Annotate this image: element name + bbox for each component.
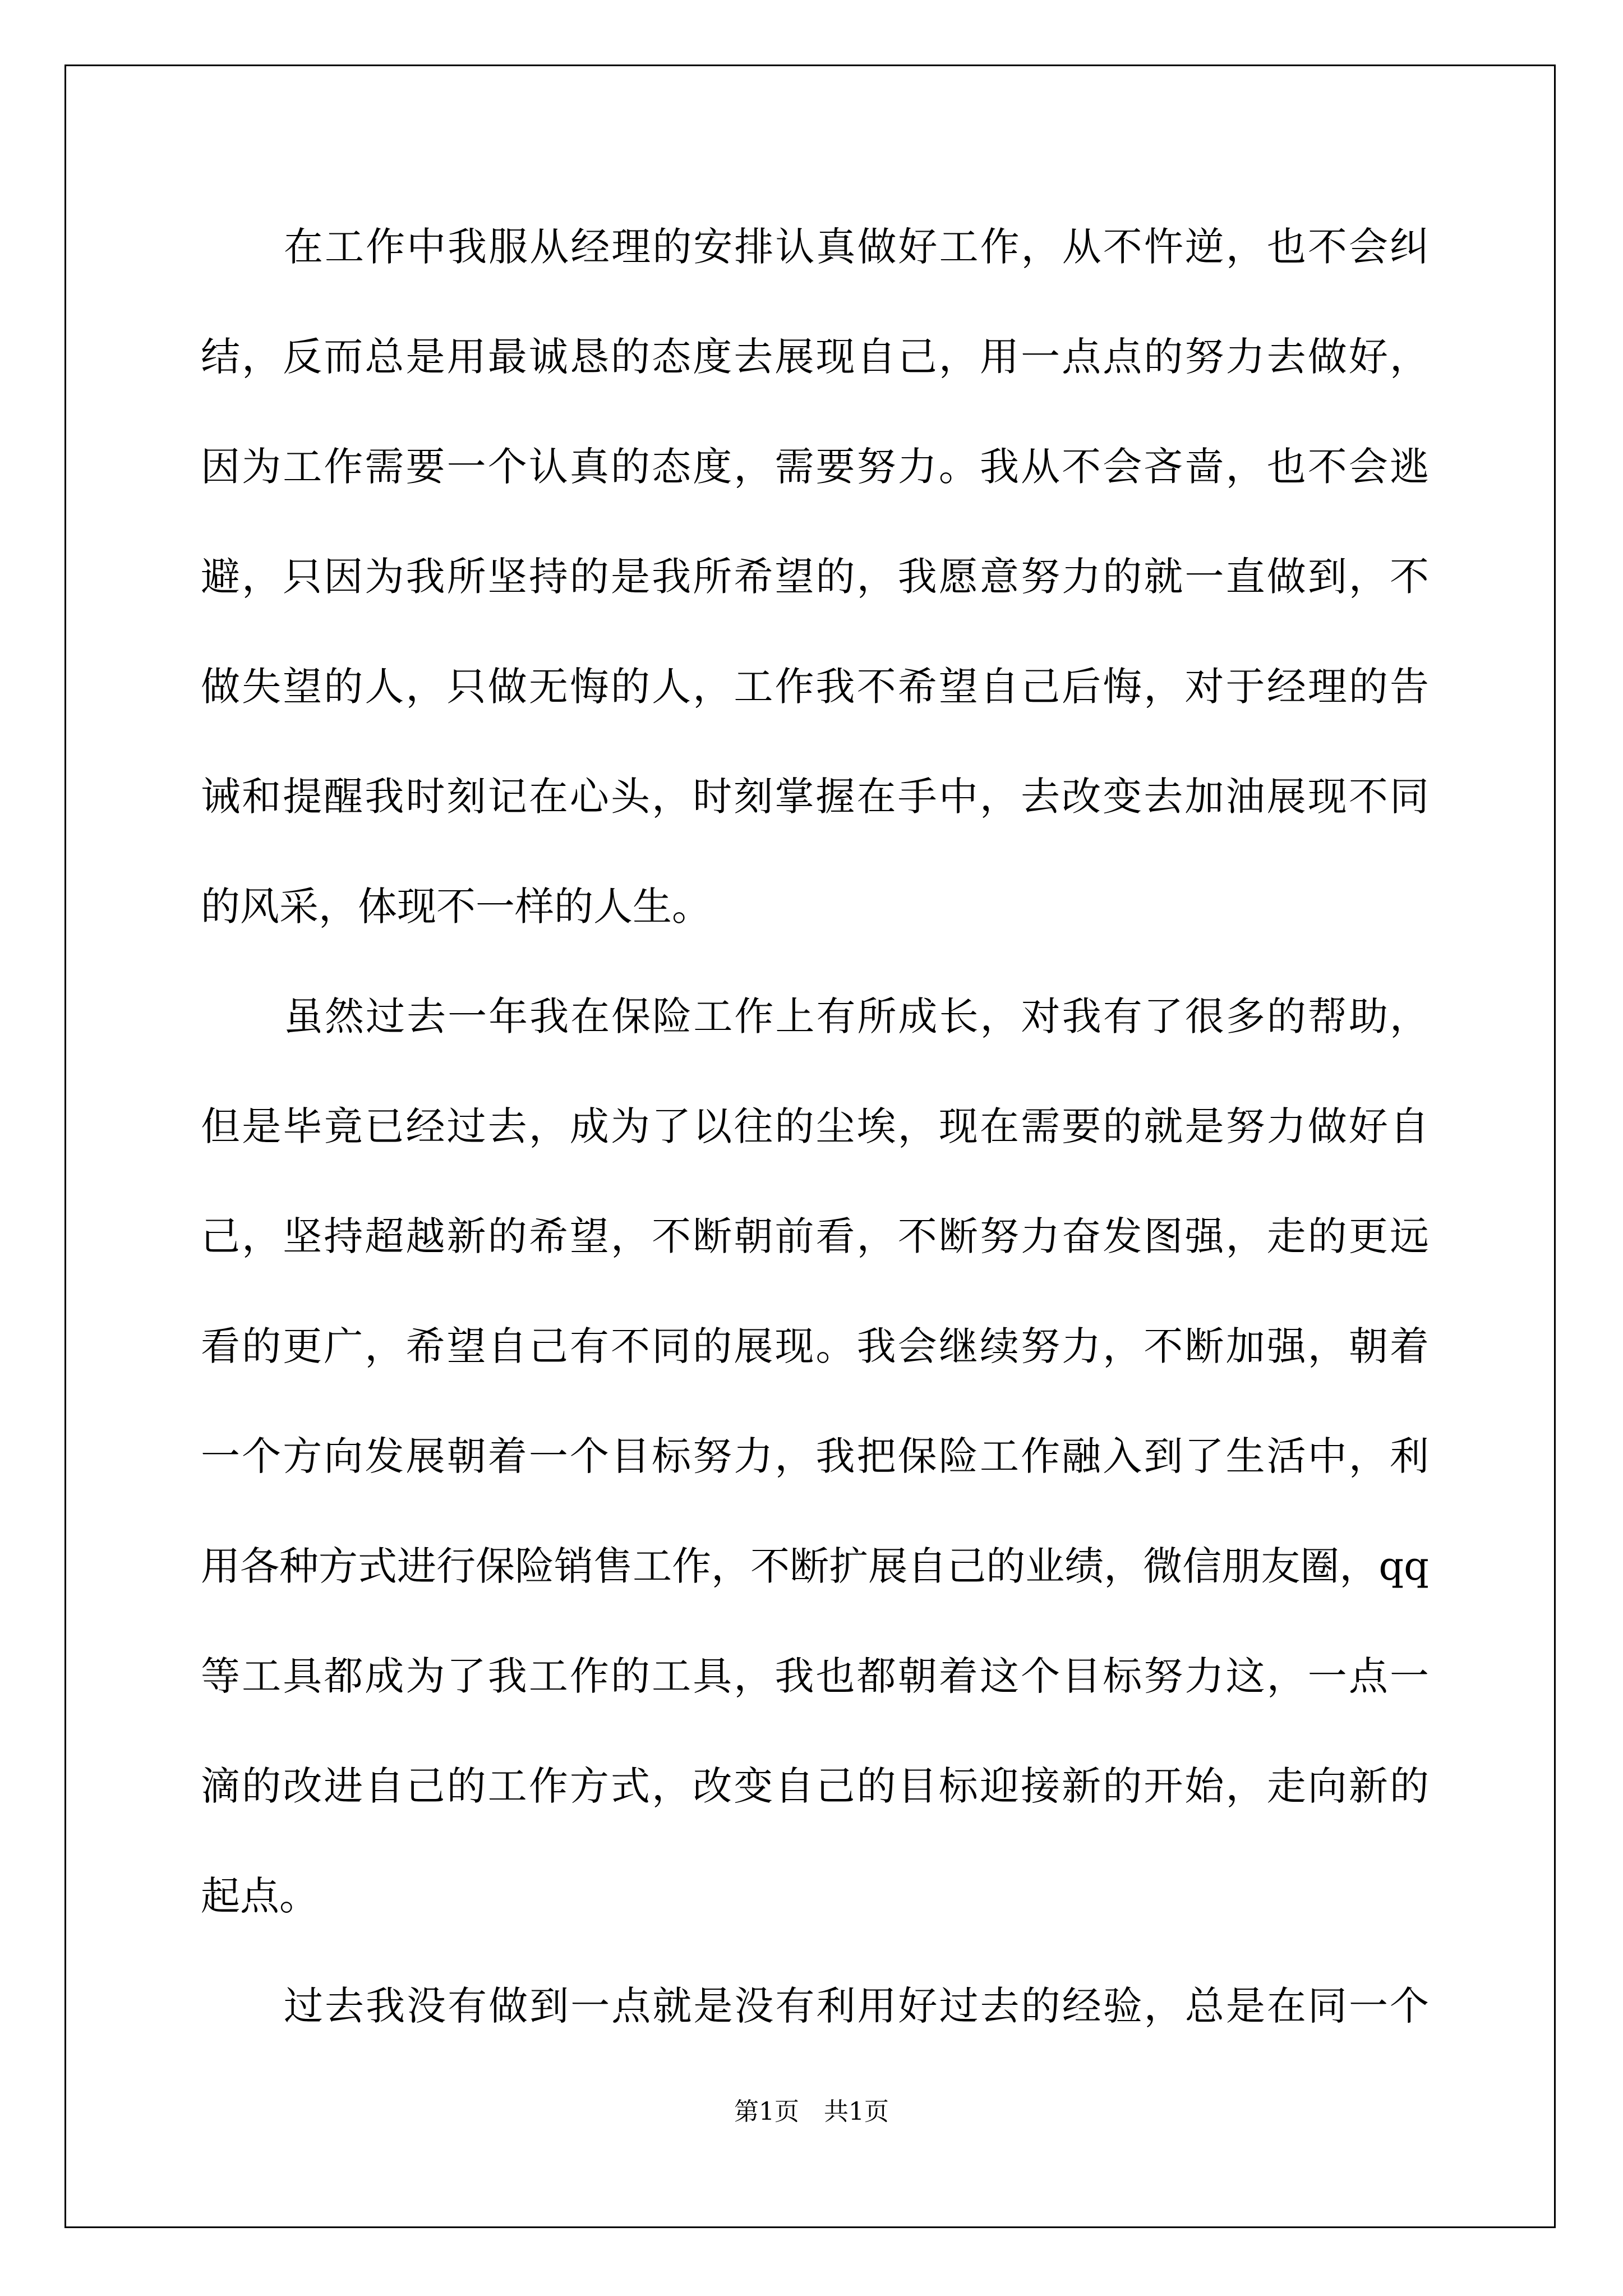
- line-text: 一个方向发展朝着一个目标努力，我把保险工作融入到了生活中，利: [201, 1433, 1429, 1479]
- document-body: [201, 219, 1429, 2088]
- text-line: [201, 1208, 1429, 1318]
- line-text: 但是毕竟已经过去，成为了以往的尘埃，现在需要的就是努力做好自: [201, 1103, 1429, 1149]
- line-text: 看的更广，希望自己有不同的展现。我会继续努力，不断加强，朝着: [201, 1323, 1429, 1369]
- line-text: 己，坚持超越新的希望，不断朝前看，不断努力奋发图强，走的更远: [201, 1213, 1429, 1259]
- text-line: [201, 1648, 1429, 1758]
- text-line: [201, 439, 1429, 549]
- text-line: [201, 878, 1429, 988]
- line-text: 用各种方式进行保险销售工作，不断扩展自己的业绩，微信朋友圈，qq: [201, 1543, 1429, 1589]
- text-line: [201, 769, 1429, 878]
- line-text: 做失望的人，只做无悔的人，工作我不希望自己后悔，对于经理的告: [201, 664, 1429, 710]
- line-text: 避，只因为我所坚持的是我所希望的，我愿意努力的就一直做到，不: [201, 554, 1429, 600]
- text-line: [201, 1318, 1429, 1428]
- page-number-footer: 第1页 共1页: [734, 2097, 889, 2126]
- line-text: 因为工作需要一个认真的态度，需要努力。我从不会吝啬，也不会逃: [201, 444, 1429, 490]
- line-text: 起点。: [201, 1873, 319, 1919]
- line-text: 在工作中我服从经理的安排认真做好工作，从不忤逆，也不会纠: [284, 224, 1429, 270]
- text-line: [201, 1758, 1429, 1868]
- text-line: [201, 329, 1429, 439]
- line-text: 结，反而总是用最诚恳的态度去展现自己，用一点点的努力去做好，: [201, 334, 1429, 380]
- line-text: 等工具都成为了我工作的工具，我也都朝着这个目标努力这，一点一: [201, 1653, 1429, 1699]
- text-line: [201, 1538, 1429, 1648]
- text-line: [201, 659, 1429, 769]
- text-line: [201, 1868, 1429, 1978]
- text-line: [201, 988, 1429, 1098]
- text-line: [201, 219, 1429, 329]
- line-text: 滴的改进自己的工作方式，改变自己的目标迎接新的开始，走向新的: [201, 1763, 1429, 1809]
- text-line: [201, 1428, 1429, 1538]
- line-text: 诫和提醒我时刻记在心头，时刻掌握在手中，去改变去加油展现不同: [201, 774, 1429, 820]
- text-line: [201, 1978, 1429, 2088]
- line-text: 过去我没有做到一点就是没有利用好过去的经验，总是在同一个: [284, 1983, 1429, 2029]
- text-line: [201, 1098, 1429, 1208]
- text-line: [201, 549, 1429, 659]
- line-text: 的风采，体现不一样的人生。: [201, 884, 711, 930]
- line-text: 虽然过去一年我在保险工作上有所成长，对我有了很多的帮助，: [284, 993, 1429, 1039]
